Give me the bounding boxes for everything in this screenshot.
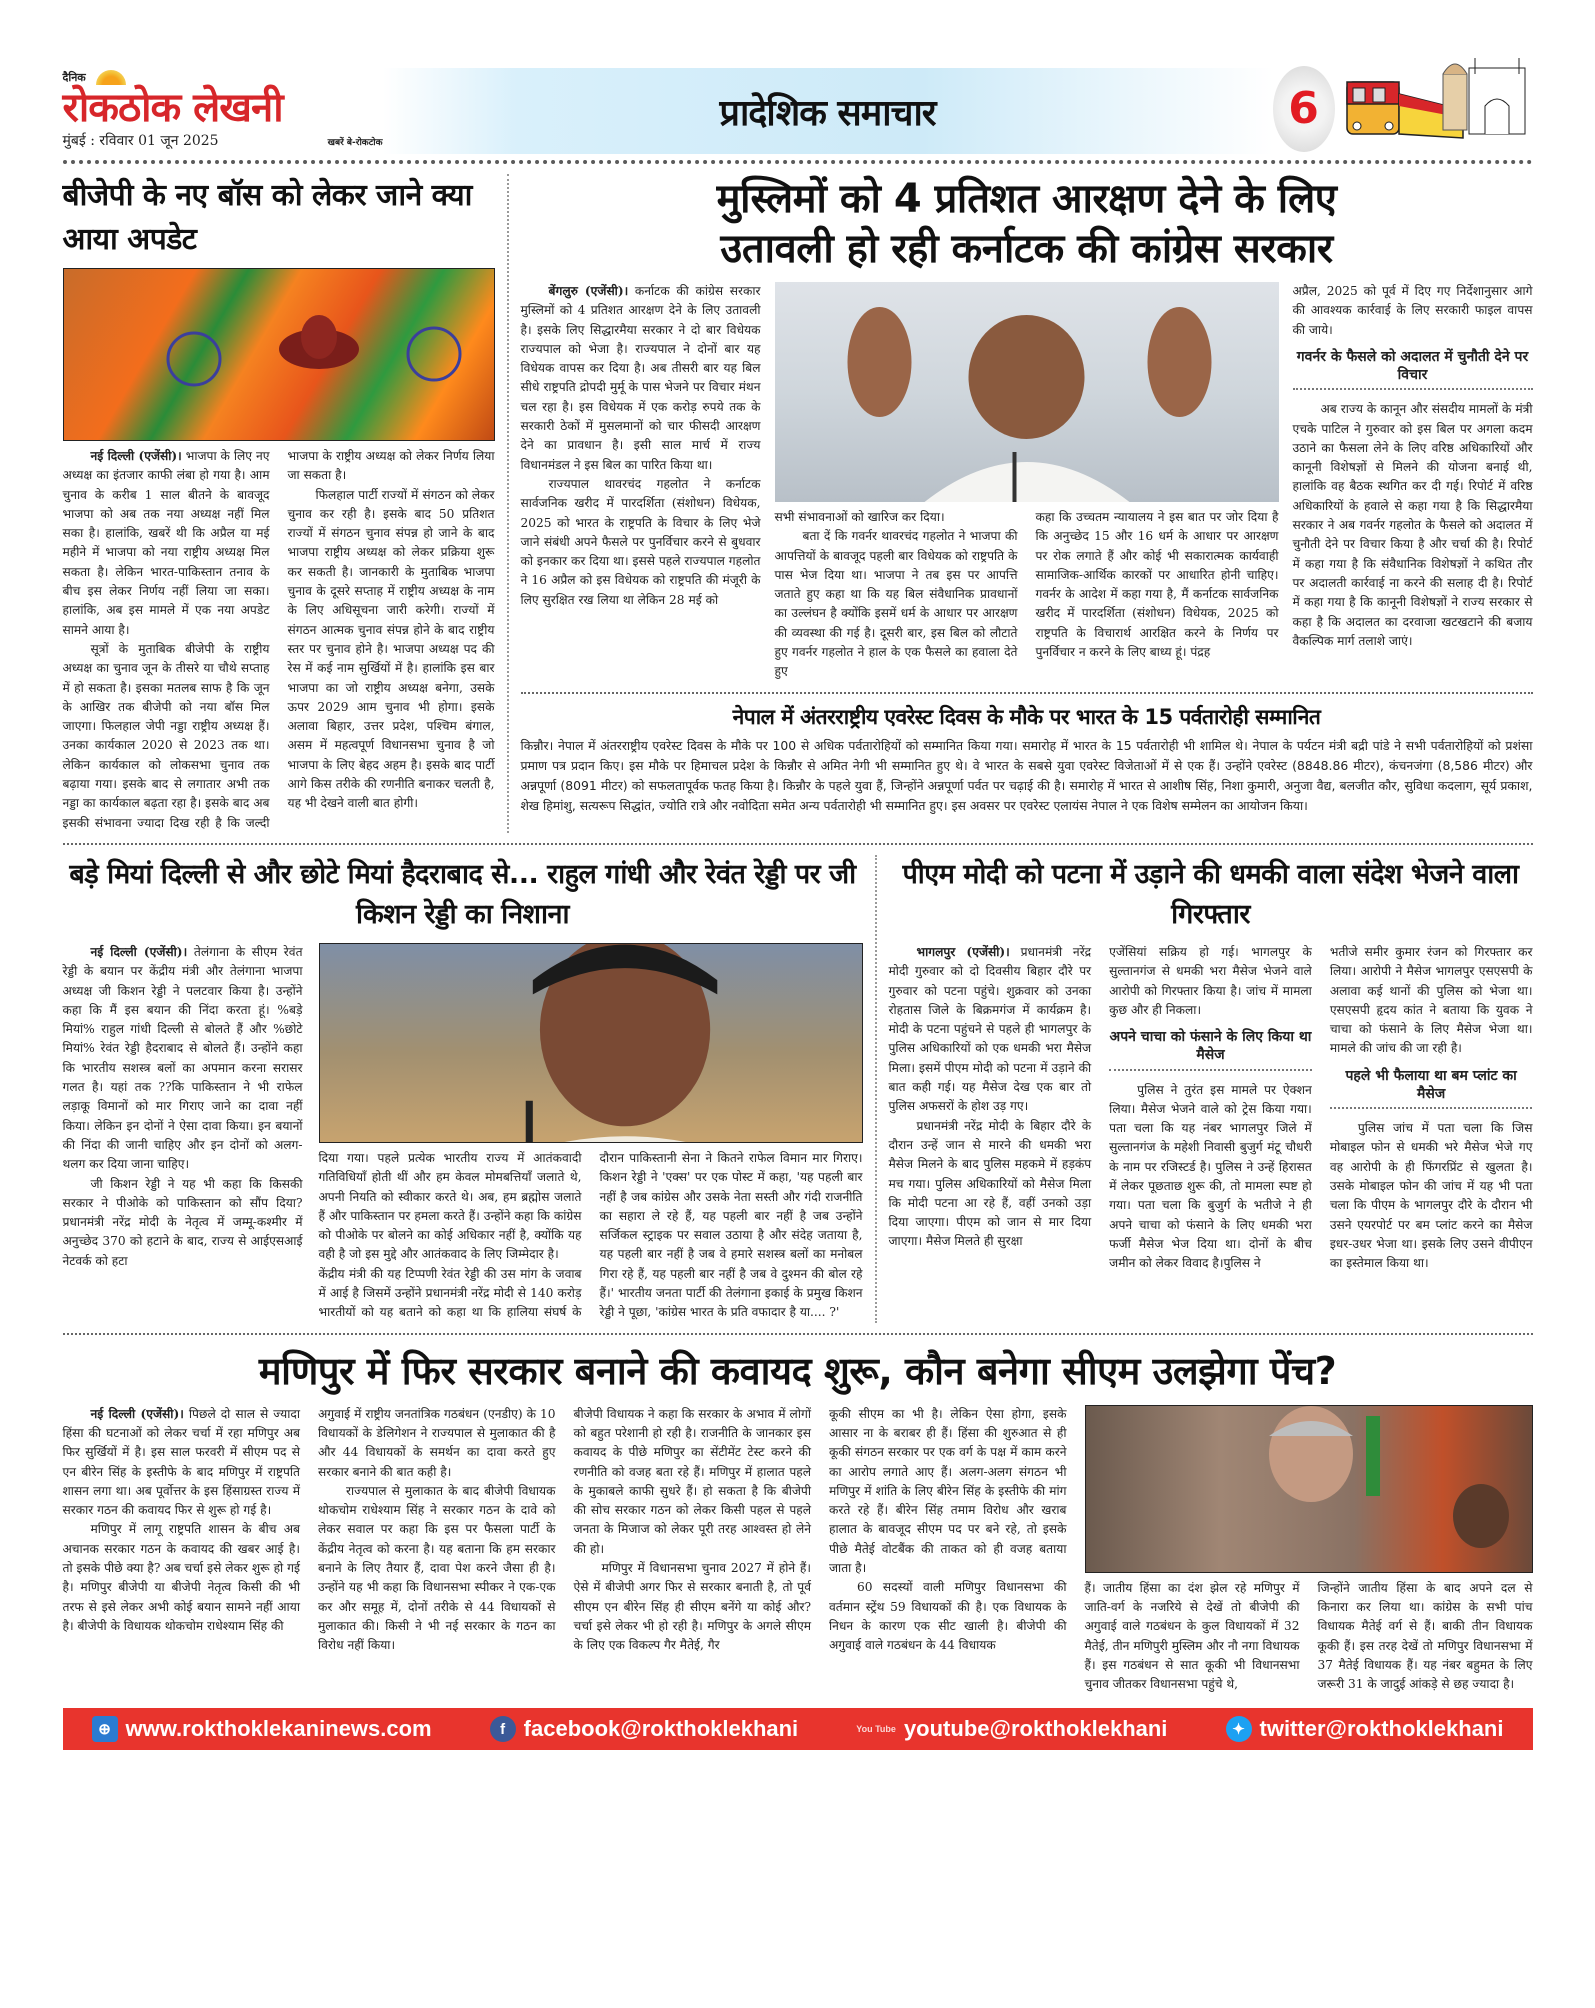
reddy-col3: केंद्रीय मंत्री की यह टिप्पणी रेवंत रेड्डी की उस मांग के जवाब में आई है जिसमें उन्होंने प्रधानमंत्री नरेंद्र मोदी से 140 करोड़ भारतीयों को यह बताने को कहा था कि हालिया संघर्ष के दौरान पाकिस्तानी सेना ने कितने राफेल विमान मार गिराए। किशन रेड्डी ने 'एक्स' पर एक पोस्ट में कहा, 'यह पहली बार नहीं है जब कांग्रेस और उसके नेता सस्ती और गंदी राजनीति का सहारा ले रहे हैं, यह पहली बार नहीं है जब उन्होंने सर्जिकल स्ट्राइक पर सवाल उठाया है और संदेह जताया है, यह पहली बार नहीं है जब वे हमारे सशस्त्र बलों का मनोबल गिरा रहे हैं, यह पहली बार नहीं है जब वे दुश्मन की बोल रहे हैं।' भारतीय जनता पार्टी की तेलंगाना इकाई के प्रमुख किशन रेड्डी ने पूछा, 'कांग्रेस भारत के प्रति वफादार है या.... ?' xyxy=(318,1150,863,1320)
siddaramaiah-photo xyxy=(775,282,1279,502)
modi-mask-icon xyxy=(1086,1406,1533,1573)
top-block xyxy=(63,174,1533,833)
manipur-col1: पिछले दो साल से ज्यादा हिंसा की घटनाओं को लेकर चर्चा में रहा मणिपुर अब फिर सुर्खियों में है। इस साल फरवरी में सीएम पद से एन बीरेन सिंह के इस्तीफे के बाद मणिपुर में राष्ट्रपति शासन लगा था। अब पूर्वोत्तर के इस हिंसाग्रस्त राज्य में सरकार गठन की कवायद फिर से शुरू हो गई है। xyxy=(62,1406,301,1518)
manipur-col4: कूकी सीएम का भी है। लेकिन ऐसा होगा, इसके आसार ना के बराबर ही हैं। हिंसा की शुरुआत से ही कूकी संगठन सरकार पर एक वर्ग के पक्ष में काम करने का आरोप लगाते आए हैं। अलग-अलग संगठन भी मणिपुर में शांति के लिए बीरेन सिंह के इस्तीफे की मांग करते रहे हैं। बीरेन सिंह तमाम विरोध और खराब हालात के बावजूद सीएम पद पर बने रहे, तो इसके पीछे मैतेई वोटबैंक की ताकत को ही वजह बताया जाता है। xyxy=(829,1406,1067,1575)
twitter-bird-icon: ✦ xyxy=(1226,1716,1252,1742)
section-title: प्रादेशिक समाचार xyxy=(719,92,936,134)
patna-subhead-1: अपने चाचा को फंसाने के लिए किया था मैसेज xyxy=(1109,1028,1312,1070)
mumbai-train-illustration-icon xyxy=(1343,54,1533,150)
youtube-link[interactable]: You Tube youtube@rokthoklekhani xyxy=(856,1716,1168,1742)
twitter-link[interactable]: ✦ twitter@rokthoklekhani xyxy=(1226,1716,1504,1742)
nepal-story-body: किन्नौर। नेपाल में अंतरराष्ट्रीय एवरेस्ट दिवस के मौके पर 100 से अधिक पर्वतारोहियों को सम्मानित किया गया। समारोह में भारत के 15 पर्वतारोही भी शामिल थे। नेपाल के पर्यटन मंत्री बद्री पांडे ने सभी पर्वतारोहियों को प्रशंसा प्रमाण पत्र प्रदान किए। इस मौके पर हिमाचल प्रदेश के किन्नौर से अमित नेगी भी सम्मानित हुए थे। वे भारत के सबसे युवा एवरेस्ट विजेताओं में से एक हैं। उन्होंने एवरेस्ट (8848.86 मीटर), कंचनजंगा (8,586 मीटर) और अन्नपूर्णा (8091 मीटर) को सफलतापूर्वक फतह किया है। किन्नौर के पहले युवा हैं, जिन्होंने अन्नपूर्णा पर्वत पर चढ़ाई की है। समारोह में भारत से आशीष सिंह, निशा कुमारी, अनुजा वैद्य, बलजीत कौर, सुविधा कदलाग, सूर्य प्रकाश, शेख हिमांशु, सत्यरूप सिद्धांत, ज्योति रात्रे और नवोदिता समेत अन्य पर्वतारोही भी सम्मानित हुए। इस अवसर पर एवरेस्ट एलायंस नेपाल ने एक विशेष सम्मेलन का आयोजन किया। xyxy=(520,737,1533,813)
karnataka-headline-line1: मुस्लिमों को 4 प्रतिशत आरक्षण देने के लिए xyxy=(716,176,1337,222)
manipur-main-text: नई दिल्ली (एजेंसी)। पिछले दो साल से ज्यादा हिंसा की घटनाओं को लेकर चर्चा में रहा मणिपुर अब फिर सुर्खियों में है। इस साल फरवरी में सीएम पद से एन बीरेन सिंह के इस्तीफे के बाद मणिपुर में राष्ट्रपति शासन लगा था। अब पूर्वोत्तर के इस हिंसाग्रस्त राज्य में सरकार गठन की कवायद फिर से शुरू हो गई है। मणिपुर में लागू राष्ट्रपति शासन के बीच अब अचानक सरकार गठन के कवायद की खबर आई है। तो इसके पीछे क्या है? अब चर्चा इसे लेकर शुरू हो गई है। मणिपुर बीजेपी या बीजेपी नेतृत्व किसी की भी तरफ से इसे लेकर अभी कोई बयान सामने नहीं आया है। बीजेपी के विधायक थोकचोम राधेश्याम सिंह की अगुवाई में राष्ट्रीय जनतांत्रिक गठबंधन (एनडीए) के 10 विधायकों के डेलिगेशन ने राज्यपाल से मुलाकात की है और 44 विधायकों के समर्थन का दावा करते हुए सरकार बनाने की बात कही है। राज्यपाल से मुलाकात के बाद बीजेपी विधायक थोकचोम राधेश्याम सिंह ने सरकार गठन के दावे को लेकर सवाल पर कहा कि इस पर फैसला पार्टी के केंद्रीय नेतृत्व को करना है। यह बताना कि हम सरकार बनाने के लिए तैयार हैं, दावा पेश करने जैसा ही है। उन्होंने यह भी कहा कि विधानसभा स्पीकर ने एक-एक कर और समूह में, दोनों तरीके से 44 विधायकों से मुलाकात की। किसी ने भी नई सरकार के गठन का विरोध नहीं किया। बीजेपी विधायक ने कहा कि सरकार के अभाव में लोगों को बहुत परेशानी हो रही है। राजनीति के जानकार इस कवायद के पीछे मणिपुर का सेंटीमेंट टेस्ट करने की रणनीति को वजह बता रहे हैं। मणिपुर में हालात पहले के मुकाबले काफी सुधरे हैं। हो सकता है कि बीजेपी की सोच सरकार गठन को लेकर किसी पहल से पहले जनता के मिजाज को लेकर पूरी तरह आश्वस्त हो लेने की हो। मणिपुर में विधानसभा चुनाव 2027 में होने हैं। ऐसे में बीजेपी अगर फिर से सरकार बनाती है, तो पूर्व सीएम एन बीरेन सिंह ही सीएम बनेंगे या कोई और? चर्चा इसे लेकर भी हो रही है। मणिपुर के अगले सीएम के लिए एक विकल्प गैर मैतेई, गैर कूकी सीएम का भी है। लेकिन ऐसा होगा, इसके आसार ना के बराबर ही हैं। हिंसा की शुरुआत से ही कूकी संगठन सरकार पर एक वर्ग के पक्ष में काम करने का आरोप लगाते आए हैं। अलग-अलग संगठन भी मणिपुर में शांति के लिए बीरेन सिंह के इस्तीफे की मांग करते रहे हैं। बीरेन सिंह तमाम विरोध और खराब हालात के बावजूद सीएम पद पर बने रहे, तो इसके पीछे मैतेई वोटबैंक की ताकत को ही वजह बताया जाता है। 60 सदस्यों वाली मणिपुर विधानसभा की वर्तमान स्ट्रेंथ 59 विधायकों की है। एक विधायक के निधन के कारण एक सीट खाली है। बीजेपी की अगुवाई वाले गठबंधन के 44 विधायक xyxy=(62,1406,1067,1653)
karnataka-col3: कहा कि उच्चतम न्यायालय ने इस बात पर जोर दिया है कि अनुच्छेद 15 और 16 धर्म के आधार पर आरक्षण पर रोक लगाते हैं और कोई भी सकारात्मक कार्यवाही सामाजिक-आर्थिक कारकों पर आधारित होनी चाहिए।गवर्नर के आदेश में कहा गया है, मैं कर्नाटक सार्वजनिक खरीद में पारदर्शिता (संशोधन) विधेयक, 2025 को राष्ट्रपति के विचारार्थ आरक्षित करने के निर्णय पर पुनर्विचार न करने के लिए बाध्य हूं। पंद्रह xyxy=(1035,510,1279,660)
person-speaking-icon xyxy=(775,282,1279,502)
manipur-dateline: नई दिल्ली (एजेंसी)। xyxy=(90,1406,184,1421)
reddy-col1: नई दिल्ली (एजेंसी)। तेलंगाना के सीएम रेवंत रेड्डी के बयान पर केंद्रीय मंत्री और तेलंगाना भाजपा अध्यक्ष जी किशन रेड्डी ने पलटवार किया है। उन्होंने कहा कि मैं इस बयान की निंदा करता हूं। %बड़े मियां% राहुल गांधी दिल्ली से बोलते हैं और %छोटे मियां% रेवंत रेड्डी हैदराबाद से बोलते हैं। उन्होंने कहा कि भारतीय सशस्त्र बलों का अपमान करना सरासर गलत है। यहां तक ??कि पाकिस्तान ने भी राफेल लड़ाकू विमानों को मार गिराए जाने का दावा नहीं किया। लेकिन इन दोनों ने ऐसा दावा किया। इन बयानों की निंदा की जानी चाहिए और इन दोनों को अलग-थलग कर दिया जाना चाहिए। जी किशन रेड्डी ने यह भी कहा कि किसकी सरकार ने पीओके को पाकिस्तान को सौंप दिया? प्रधानमंत्री नरेंद्र मोदी के नेतृत्व में जम्मू-कश्मीर में अनुच्छेद 370 को हटाने के बाद, राज्य से आईएसआई नेटवर्क को हटा xyxy=(63,943,303,1323)
bjp-paragraph-1: भाजपा के लिए नए अध्यक्ष का इंतजार काफी लंबा हो गया है। आम चुनाव के करीब 1 साल बीतने के बावजूद भाजपा को अब तक नया अध्यक्ष नहीं मिल सका है। हालांकि, खबरें थी कि अप्रैल या मई महीने में भाजपा को नया राष्ट्रीय अध्यक्ष मिल सकता है। लेकिन भारत-पाकिस्तान तनाव के बीच इस लेकर निर्णय नहीं लिया जा सका। हालांकि, अब इस मामले में एक नया अपडेट सामने आया है। xyxy=(62,449,270,637)
manipur-col5: हैं। जातीय हिंसा का दंश झेल रहे मणिपुर में जाति-वर्ग के नजरिये से देखें तो बीजेपी की अगुवाई वाले गठबंधन के कुल विधायकों में 32 मैतेई, तीन मणिपुरी मुस्लिम और नौ नगा विधायक हैं। इस गठबंधन से सात कूकी भी विधानसभा चुनाव जीतकर विधानसभा पहुंचे थे, xyxy=(1084,1580,1300,1692)
nepal-headline: नेपाल में अंतरराष्ट्रीय एवरेस्ट दिवस के मौके पर भारत के 15 पर्वतारोही सम्मानित xyxy=(732,704,1321,729)
youtube-icon: You Tube xyxy=(856,1724,896,1735)
manipur-col6: जिन्होंने जातीय हिंसा के बाद अपने दल से किनारा कर लिया था। कांग्रेस के सभी पांच विधायक मैतेई वर्ग से हैं। बाकी तीन विधायक कूकी हैं। इस तरह देखें तो मणिपुर विधानसभा में 37 मैतेई विधायक हैं। यह नंबर बहुमत के लिए जरूरी 31 के जादुई आंकड़े से छह ज्यादा है। xyxy=(1317,1580,1533,1692)
bjp-dateline: नई दिल्ली (एजेंसी)। xyxy=(90,449,182,463)
patna-headline: पीएम मोदी को पटना में उड़ाने की धमकी वाला संदेश भेजने वाला गिरफ्तार xyxy=(902,858,1519,930)
patna-story-body: भागलपुर (एजेंसी)। प्रधानमंत्री नरेंद्र मोदी गुरुवार को दो दिवसीय बिहार दौरे पर गुरुवार को पटना पहुंचे। शुक्रवार को उनका रोहतास जिले के बिक्रमगंज में कार्यक्रम है। मोदी के पटना पहुंचने से पहले ही भागलपुर के पुलिस अधिकारियों को एक धमकी भरा मैसेज मिला। इसमें पीएम मोदी को पटना में उड़ाने की बात कही गई। यह मैसेज देख एक बार तो पुलिस अफसरों के होश उड़ गए। प्रधानमंत्री नरेंद्र मोदी के बिहार दौरे के दौरान उन्हें जान से मारने की धमकी भरा मैसेज मिलने के बाद पुलिस महकमे में हड़कंप मच गया। पुलिस अधिकारियों को मैसेज मिला कि मोदी पटना आ रहे हैं, वहीं उनको उड़ा दिया जाएगा। पीएम को जान से मार दिया जाएगा। मैसेज मिलते ही सुरक्षा एजेंसियां सक्रिय हो गई। भागलपुर के सुल्तानगंज से धमकी भरा मैसेज भेजने वाले आरोपी को गिरफ्तार किया है। जांच में मामला कुछ और ही निकला। अपने चाचा को फंसाने के लिए किया था मैसेज पुलिस ने तुरंत इस मामले पर ऐक्शन लिया। मैसेज भेजने वाले को ट्रेस किया गया। पता चला कि यह नंबर भागलपुर जिले में सुल्तानगंज के महेशी निवासी बुजुर्ग मंटू चौधरी के नाम पर रजिस्टर्ड है। पुलिस ने उन्हें हिरासत में लेकर पूछताछ शुरू की, तो मामला स्पष्ट हो गया। पता चला कि बुजुर्ग के भतीजे ने ही अपने चाचा को फंसाने के लिए धमकी भरा फर्जी मैसेज भेज दिया था। दोनों के बीच जमीन को लेकर विवाद है।पुलिस ने भतीजे समीर कुमार रंजन को गिरफ्तार कर लिया। आरोपी ने मैसेज भागलपुर एसएसपी के अलावा कई थानों की पुलिस को भेजा था। एसएसपी हृदय कांत ने बताया कि युवक ने चाचा को फंसाने के लिए मैसेज भेजा था। मामले की जांच की जा रही है। पहले भी फैलाया था बम प्लांट का मैसेज पुलिस जांच में पता चला कि जिस मोबाइल फोन से धमकी भरे मैसेज भेजे गए वह आरोपी के ही फिंगरप्रिंट से खुलता है। उसके मोबाइल फोन की जांच में यह भी पता चला कि पीएम के भागलपुर दौरे के दौरान भी उसने एयरपोर्ट पर बम प्लांट करने का मैसेज इधर-उधर भेजा था। इसके लिए उसने वीपीएन का इस्तेमाल किया था। xyxy=(888,944,1533,1271)
manipur-headline: मणिपुर में फिर सरकार बनाने की कवायद शुरू, कौन बनेगा सीएम उलझेगा पेंच? xyxy=(258,1348,1337,1393)
logo-prefix: दैनिक xyxy=(62,71,86,84)
karnataka-center xyxy=(775,282,1279,682)
karnataka-subhead: गवर्नर के फैसले को अदालत में चुनौती देने पर विचार xyxy=(1293,348,1533,390)
karnataka-col2-intro: सभी संभावनाओं को खारिज कर दिया। xyxy=(774,510,945,524)
karnataka-col1: बेंगलुरु (एजेंसी)। कर्नाटक की कांग्रेस सरकार मुस्लिमों को 4 प्रतिशत आरक्षण देने के लिए उतावली है। इसके लिए सिद्धारमैया सरकार ने दो बार विधेयक राज्यपाल को भेजा है। राज्यपाल ने दोनों बार यह विधेयक वापस कर दिया है। अब तीसरी बार यह बिल सीधे राष्ट्रपति द्रोपदी मुर्मू के पास भेजने पर विचार मंथन चल रहा है। इस विधेयक में एक करोड़ रुपये तक के सरकारी ठेकों में मुसलमानों को चार फीसदी आरक्षण देने का प्रावधान है। इसी साल मार्च में राज्य विधानमंडल ने इस बिल का पारित किया था। राज्यपाल थावरचंद गहलोत ने कर्नाटक सार्वजनिक खरीद में पारदर्शिता (संशोधन) विधेयक, 2025 को भारत के राष्ट्रपति के विचार के लिए भेजे जाने संबंधी अपने फैसले पर पुनर्विचार करने से बुधवार को इनकार कर दिया था। इससे पहले राज्यपाल गहलोत ने 16 अप्रैल को इस विधेयक को राष्ट्रपति की मंजूरी के लिए सुरक्षित रख लिया था लेकिन 28 मई को xyxy=(520,284,761,607)
karnataka-col4: अप्रैल, 2025 को पूर्व में दिए गए निर्देशानुसार आगे की आवश्यक कार्रवाई के लिए सरकारी फाइल वापस की जाये। गवर्नर के फैसले को अदालत में चुनौती देने पर विचार अब राज्य के कानून और संसदीय मामलों के मंत्री एचके पाटिल ने गुरुवार को इस बिल पर अगला कदम उठाने का फैसला लेने के लिए वरिष्ठ अधिकारियों और कानूनी विशेषज्ञों से मिलने की योजना बनाई थी, हालांकि वह बैठक स्थगित कर दी गई। रिपोर्ट में वरिष्ठ अधिकारियों के हवाले से कहा गया है कि सिद्धारमैया सरकार ने अब गवर्नर गहलोत के फैसले को अदालत में चुनौती देने पर विचार किया है और चर्चा की है। रिपोर्ट में कहा गया है कि संवैधानिक विशेषज्ञों ने कथित तौर पर अदालती कार्रवाई ना करने की सलाह दी है। रिपोर्ट में कहा गया है कि कानूनी विशेषज्ञों ने राज्य सरकार से कहा है कि अदालत का दरवाजा खटखटाने की बजाय वैकल्पिक मार्ग तलाशे जाएं। xyxy=(1292,284,1533,648)
manipur-rally-photo xyxy=(1085,1405,1533,1573)
middle-block xyxy=(63,855,1533,1323)
lotus-icon xyxy=(64,269,494,441)
manipur-col3: बीजेपी विधायक ने कहा कि सरकार के अभाव में लोगों को बहुत परेशानी हो रही है। राजनीति के जानकार इस कवायद के पीछे मणिपुर का सेंटीमेंट टेस्ट करने की रणनीति को वजह बता रहे हैं। मणिपुर में हालात पहले के मुकाबले काफी सुधरे हैं। हो सकता है कि बीजेपी की सोच सरकार गठन को लेकर किसी पहल से पहले जनता के मिजाज को लेकर पूरी तरह आश्वस्त हो लेने की हो। xyxy=(573,1406,811,1556)
person-speaking-icon xyxy=(320,944,862,1143)
bjp-story-body xyxy=(63,447,495,833)
reddy-col1b: जी किशन रेड्डी ने यह भी कहा कि किसकी सरकार ने पीओके को पाकिस्तान को सौंप दिया? प्रधानमंत्री नरेंद्र मोदी के नेतृत्व में जम्मू-कश्मीर में अनुच्छेद 370 को हटाने के बाद, राज्य से आईएसआई नेटवर्क को हटा xyxy=(62,1176,303,1268)
bjp-flags-photo xyxy=(63,268,495,441)
newspaper-title: रोकठोक लेखनी xyxy=(62,85,283,131)
website-link[interactable]: ⊕ www.rokthoklekaninews.com xyxy=(92,1716,432,1742)
masthead xyxy=(63,54,1533,154)
facebook-link[interactable]: f facebook@rokthoklekhani xyxy=(490,1716,799,1742)
section-band xyxy=(383,68,1273,154)
bjp-paragraph-2: सूत्रों के मुताबिक बीजेपी के राष्ट्रीय अध्यक्ष का चुनाव जून के तीसरे या चौथे सप्ताह में हो सकता है। इसका मतलब साफ है कि जून के आखिर तक बीजेपी को नया बॉस मिल जाएगा। फिलहाल जेपी नड्डा राष्ट्रीय अध्यक्ष हैं। उनका कार्यकाल 2020 से 2023 तक था। लेकिन कार्यकाल को लोकसभा चुनाव तक बढ़ाया गया। इसके बाद से लगातार अभी तक नड्डा का कार्यकाल बढ़ता रहा है। इसके बाद अब इसकी संभावना ज्यादा दिख रही है कि जल्दी भाजपा के राष्ट्रीय अध्यक्ष को लेकर निर्णय लिया जा सकता है। xyxy=(62,449,495,830)
reddy-headline: बड़े मियां दिल्ली से और छोटे मियां हैदराबाद से... राहुल गांधी और रेवंत रेड्डी पर जी किशन रेड्डी का निशाना xyxy=(69,858,856,930)
karnataka-col2-body: बता दें कि गवर्नर थावरचंद गहलोत ने भाजपा की आपत्तियों के बावजूद पहली बार विधेयक को राष्ट्रपति के पास भेज दिया था। भाजपा ने तब इस पर आपत्ति जताते हुए कहा था कि यह बिल संवैधानिक प्रावधानों का उल्लंघन है क्योंकि इसमें धर्म के आधार पर आरक्षण की व्यवस्था की गई है। दूसरी बार, इस बिल को लौटाते हुए गवर्नर गहलोत ने हाल के एक फैसले का हवाला देते हुए xyxy=(774,529,1018,679)
reddy-story xyxy=(63,855,863,1323)
patna-subhead-2: पहले भी फैलाया था बम प्लांट का मैसेज xyxy=(1330,1067,1533,1109)
kishan-reddy-photo xyxy=(319,943,863,1143)
nepal-story xyxy=(521,704,1533,816)
sun-icon xyxy=(96,70,126,85)
manipur-col2: अगुवाई में राष्ट्रीय जनतांत्रिक गठबंधन (एनडीए) के 10 विधायकों के डेलिगेशन ने राज्यपाल से मुलाकात की है और 44 विधायकों के समर्थन का दावा करते हुए सरकार बनाने की बात कही है। xyxy=(318,1406,556,1479)
patna-story xyxy=(889,855,1533,1323)
reddy-dateline: नई दिल्ली (एजेंसी)। xyxy=(90,944,188,959)
globe-icon: ⊕ xyxy=(92,1716,118,1742)
bjp-story xyxy=(63,174,495,833)
karnataka-center-text xyxy=(775,508,1279,682)
social-footer xyxy=(63,1708,1533,1750)
page-number: 6 xyxy=(1273,66,1335,152)
newspaper-page xyxy=(63,0,1533,1750)
facebook-icon: f xyxy=(490,1716,516,1742)
karnataka-dateline: बेंगलुरु (एजेंसी)। xyxy=(548,284,629,298)
tagline: खबरें बे-रोकटोक xyxy=(327,138,383,148)
masthead-divider xyxy=(63,160,1533,164)
patna-dateline: भागलपुर (एजेंसी)। xyxy=(916,944,1010,959)
karnataka-headline-line2: उतावली हो रही कर्नाटक की कांग्रेस सरकार xyxy=(720,226,1333,272)
column-separator xyxy=(875,855,877,1323)
manipur-story xyxy=(63,1345,1533,1695)
column-separator xyxy=(507,174,509,833)
issue-date: मुंबई : रविवार 01 जून 2025 xyxy=(62,133,219,149)
bjp-headline: बीजेपी के नए बॉस को लेकर जाने क्या आया अपडेट xyxy=(62,178,472,257)
bjp-paragraph-3: फिलहाल पार्टी राज्यों में संगठन को लेकर चुनाव कर रही है। इसके बाद 50 प्रतिशत राज्यों में संगठन चुनाव संपन्न हो जाने के बाद भाजपा राष्ट्रीय अध्यक्ष को लेकर प्रक्रिया शुरू कर सकती है। जानकारी के मुताबिक भाजपा चुनाव के दूसरे सप्ताह में राष्ट्रीय अध्यक्ष के नाम के लिए अधिसूचना जारी करेगी। राज्यों में संगठन आत्मक चुनाव संपन्न होने के बाद राष्ट्रीय स्तर पर चुनाव होने है। भाजपा अध्यक्ष पद की रेस में कई नाम सुर्खियों में है। हालांकि इस बार भाजपा का जो राष्ट्रीय अध्यक्ष बनेगा, उसके ऊपर 2029 आम चुनाव भी होगा। इसके अलावा बिहार, उत्तर प्रदेश, पश्चिम बंगाल, असम में महत्वपूर्ण विधानसभा चुनाव है जो भाजपा के लिए बेहद अहम है। इसके बाद पार्टी आगे किस तरीके की रणनीति बनाकर चलती है, यह भी देखने वाली बात होगी। xyxy=(287,487,495,811)
masthead-logo xyxy=(63,54,383,154)
karnataka-nepal-block xyxy=(521,174,1533,833)
karnataka-story xyxy=(521,282,1533,682)
reddy-col2: दिया गया। पहले प्रत्येक भारतीय राज्य में आतंकवादी गतिविधियाँ होती थीं और हम केवल मोमबत्तियाँ जलाते थे, अपनी नियति को स्वीकार करते थे। अब, हम ब्रह्मोस जलाते हैं और पाकिस्तान पर हमला करते हैं। उन्होंने कहा कि कांग्रेस को पीओके पर बोलने का कोई अधिकार नहीं है, क्योंकि यह वही है जो इस मुद्दे और आतंकवाद के लिए जिम्मेदार है। xyxy=(318,1150,582,1262)
